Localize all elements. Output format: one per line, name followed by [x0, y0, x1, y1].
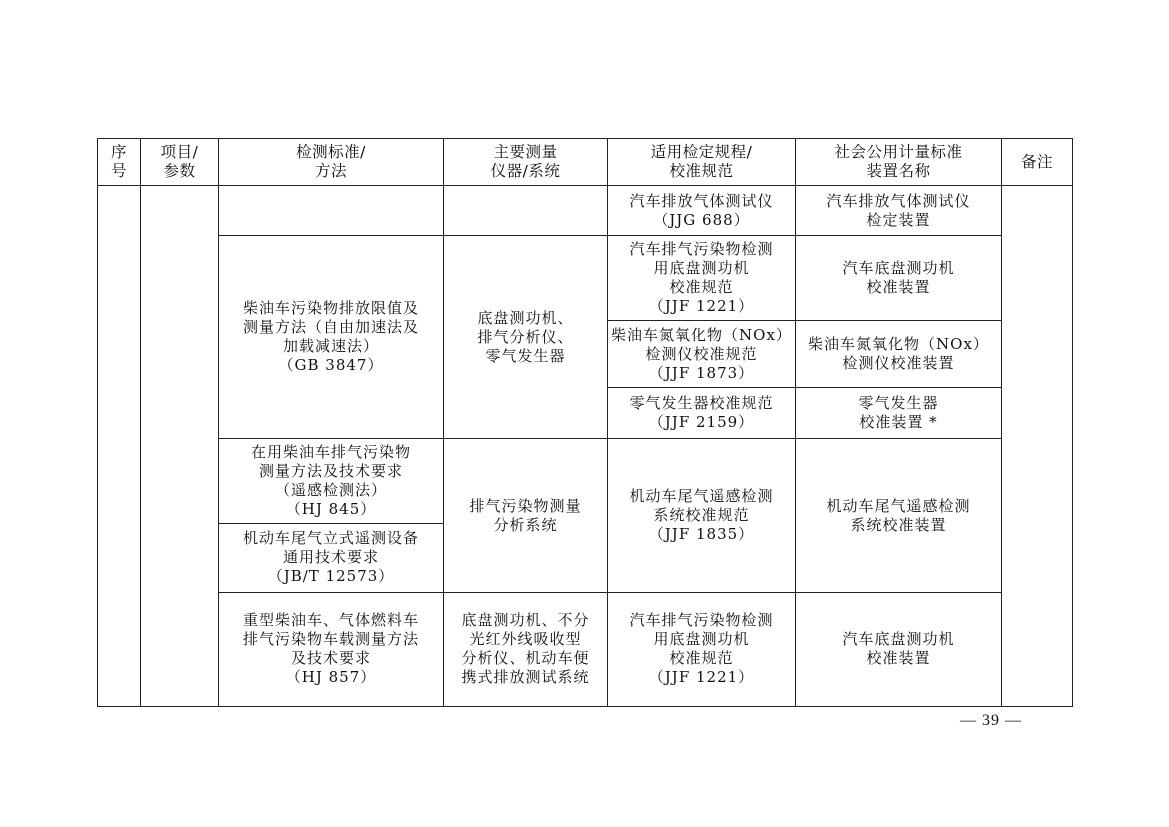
table-row [98, 186, 1073, 236]
remark-cell [1002, 186, 1073, 707]
instrument-cell [444, 186, 608, 236]
table-row [98, 439, 1073, 523]
device-cell: 柴油车氮氧化物（NOx） 检测仪校准装置 [796, 321, 1002, 388]
standard-cell: 柴油车污染物排放限值及 测量方法（自由加速法及 加载减速法） （GB 3847） [219, 236, 444, 439]
page-number: — 39 — [960, 712, 1022, 729]
instrument-cell: 底盘测功机、 排气分析仪、 零气发生器 [444, 236, 608, 439]
device-cell: 汽车底盘测功机 校准装置 [796, 592, 1002, 706]
device-cell: 零气发生器 校准装置 * [796, 388, 1002, 439]
standard-cell: 重型柴油车、气体燃料车 排气污染物车载测量方法 及技术要求 （HJ 857） [219, 592, 444, 706]
regulation-cell: 柴油车氮氧化物（NOx） 检测仪校准规范 （JJF 1873） [608, 321, 796, 388]
regulation-cell: 零气发生器校准规范 （JJF 2159） [608, 388, 796, 439]
seq-cell [98, 186, 141, 707]
standard-cell: 在用柴油车排气污染物 测量方法及技术要求 （遥感检测法） （HJ 845） [219, 439, 444, 523]
device-cell: 机动车尾气遥感检测 系统校准装置 [796, 439, 1002, 592]
standards-table [97, 138, 1073, 707]
regulation-cell: 汽车排气污染物检测 用底盘测功机 校准规范 （JJF 1221） [608, 236, 796, 321]
header-row [98, 139, 1073, 186]
header-regulation: 适用检定规程/ 校准规范 [608, 139, 796, 186]
standard-cell [219, 186, 444, 236]
header-remark: 备注 [1002, 139, 1073, 186]
item-cell [141, 186, 219, 707]
regulation-cell: 汽车排放气体测试仪 （JJG 688） [608, 186, 796, 236]
header-standard: 检测标准/ 方法 [219, 139, 444, 186]
instrument-cell: 排气污染物测量 分析系统 [444, 439, 608, 592]
header-device: 社会公用计量标准 装置名称 [796, 139, 1002, 186]
header-instrument: 主要测量 仪器/系统 [444, 139, 608, 186]
regulation-cell: 机动车尾气遥感检测 系统校准规范 （JJF 1835） [608, 439, 796, 592]
standard-cell: 机动车尾气立式遥测设备 通用技术要求 （JB/T 12573） [219, 523, 444, 592]
table-row [98, 236, 1073, 321]
regulation-cell: 汽车排气污染物检测 用底盘测功机 校准规范 （JJF 1221） [608, 592, 796, 706]
device-cell: 汽车排放气体测试仪 检定装置 [796, 186, 1002, 236]
header-seq: 序 号 [98, 139, 141, 186]
instrument-cell: 底盘测功机、不分 光红外线吸收型 分析仪、机动车便 携式排放测试系统 [444, 592, 608, 706]
table-row [98, 592, 1073, 706]
device-cell: 汽车底盘测功机 校准装置 [796, 236, 1002, 321]
header-item: 项目/ 参数 [141, 139, 219, 186]
